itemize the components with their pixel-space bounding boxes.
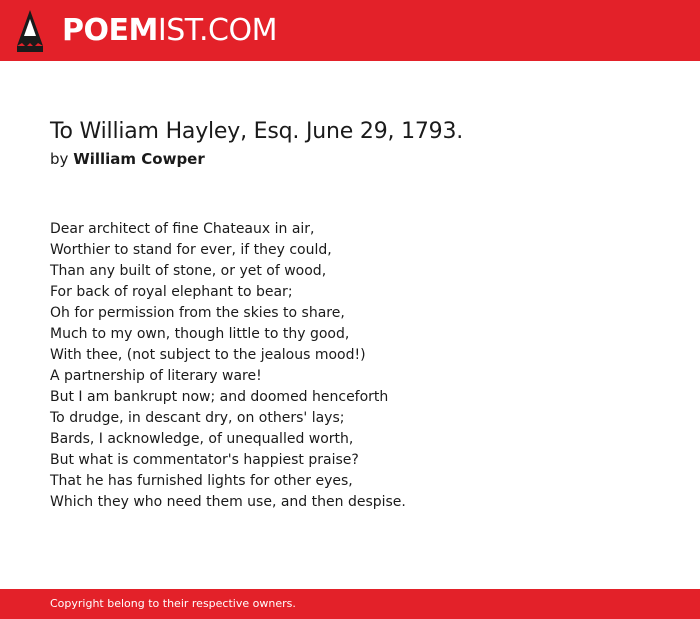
poem-line: But what is commentator's happiest praise? <box>50 452 359 468</box>
poem-line: To drudge, in descant dry, on others' lays; <box>50 410 345 426</box>
poem-line: Oh for permission from the skies to share, <box>50 305 345 321</box>
logo-bold-text: POEM <box>62 13 158 48</box>
poem-line: That he has furnished lights for other eyes, <box>50 473 353 489</box>
poem-line: Than any built of stone, or yet of wood, <box>50 263 327 279</box>
site-header <box>0 0 700 61</box>
site-logo[interactable] <box>62 11 277 51</box>
author-name[interactable]: William Cowper <box>73 150 205 168</box>
poem-line: With thee, (not subject to the jealous mood!) <box>50 347 366 363</box>
poem-line: But I am bankrupt now; and doomed henceforth <box>50 389 389 405</box>
poem-line: Which they who need them use, and then despise. <box>50 494 406 510</box>
poem-line: A partnership of literary ware! <box>50 368 262 384</box>
pencil-icon[interactable] <box>17 10 43 52</box>
site-footer <box>0 589 700 619</box>
poem-line: Bards, I acknowledge, of unequalled worth, <box>50 431 354 447</box>
poem-title: To William Hayley, Esq. June 29, 1793. <box>50 119 464 144</box>
poem-line: Much to my own, though little to thy good, <box>50 326 350 342</box>
poem-line: For back of royal elephant to bear; <box>50 284 293 300</box>
poem-line: Worthier to stand for ever, if they could, <box>50 242 332 258</box>
byline <box>50 149 205 169</box>
poem-body <box>50 219 406 513</box>
poem-line: Dear architect of fine Chateaux in air, <box>50 221 315 237</box>
by-label: by <box>50 150 69 168</box>
copyright-text: Copyright belong to their respective owners. <box>50 597 296 610</box>
logo-light-text: IST.COM <box>157 13 277 48</box>
